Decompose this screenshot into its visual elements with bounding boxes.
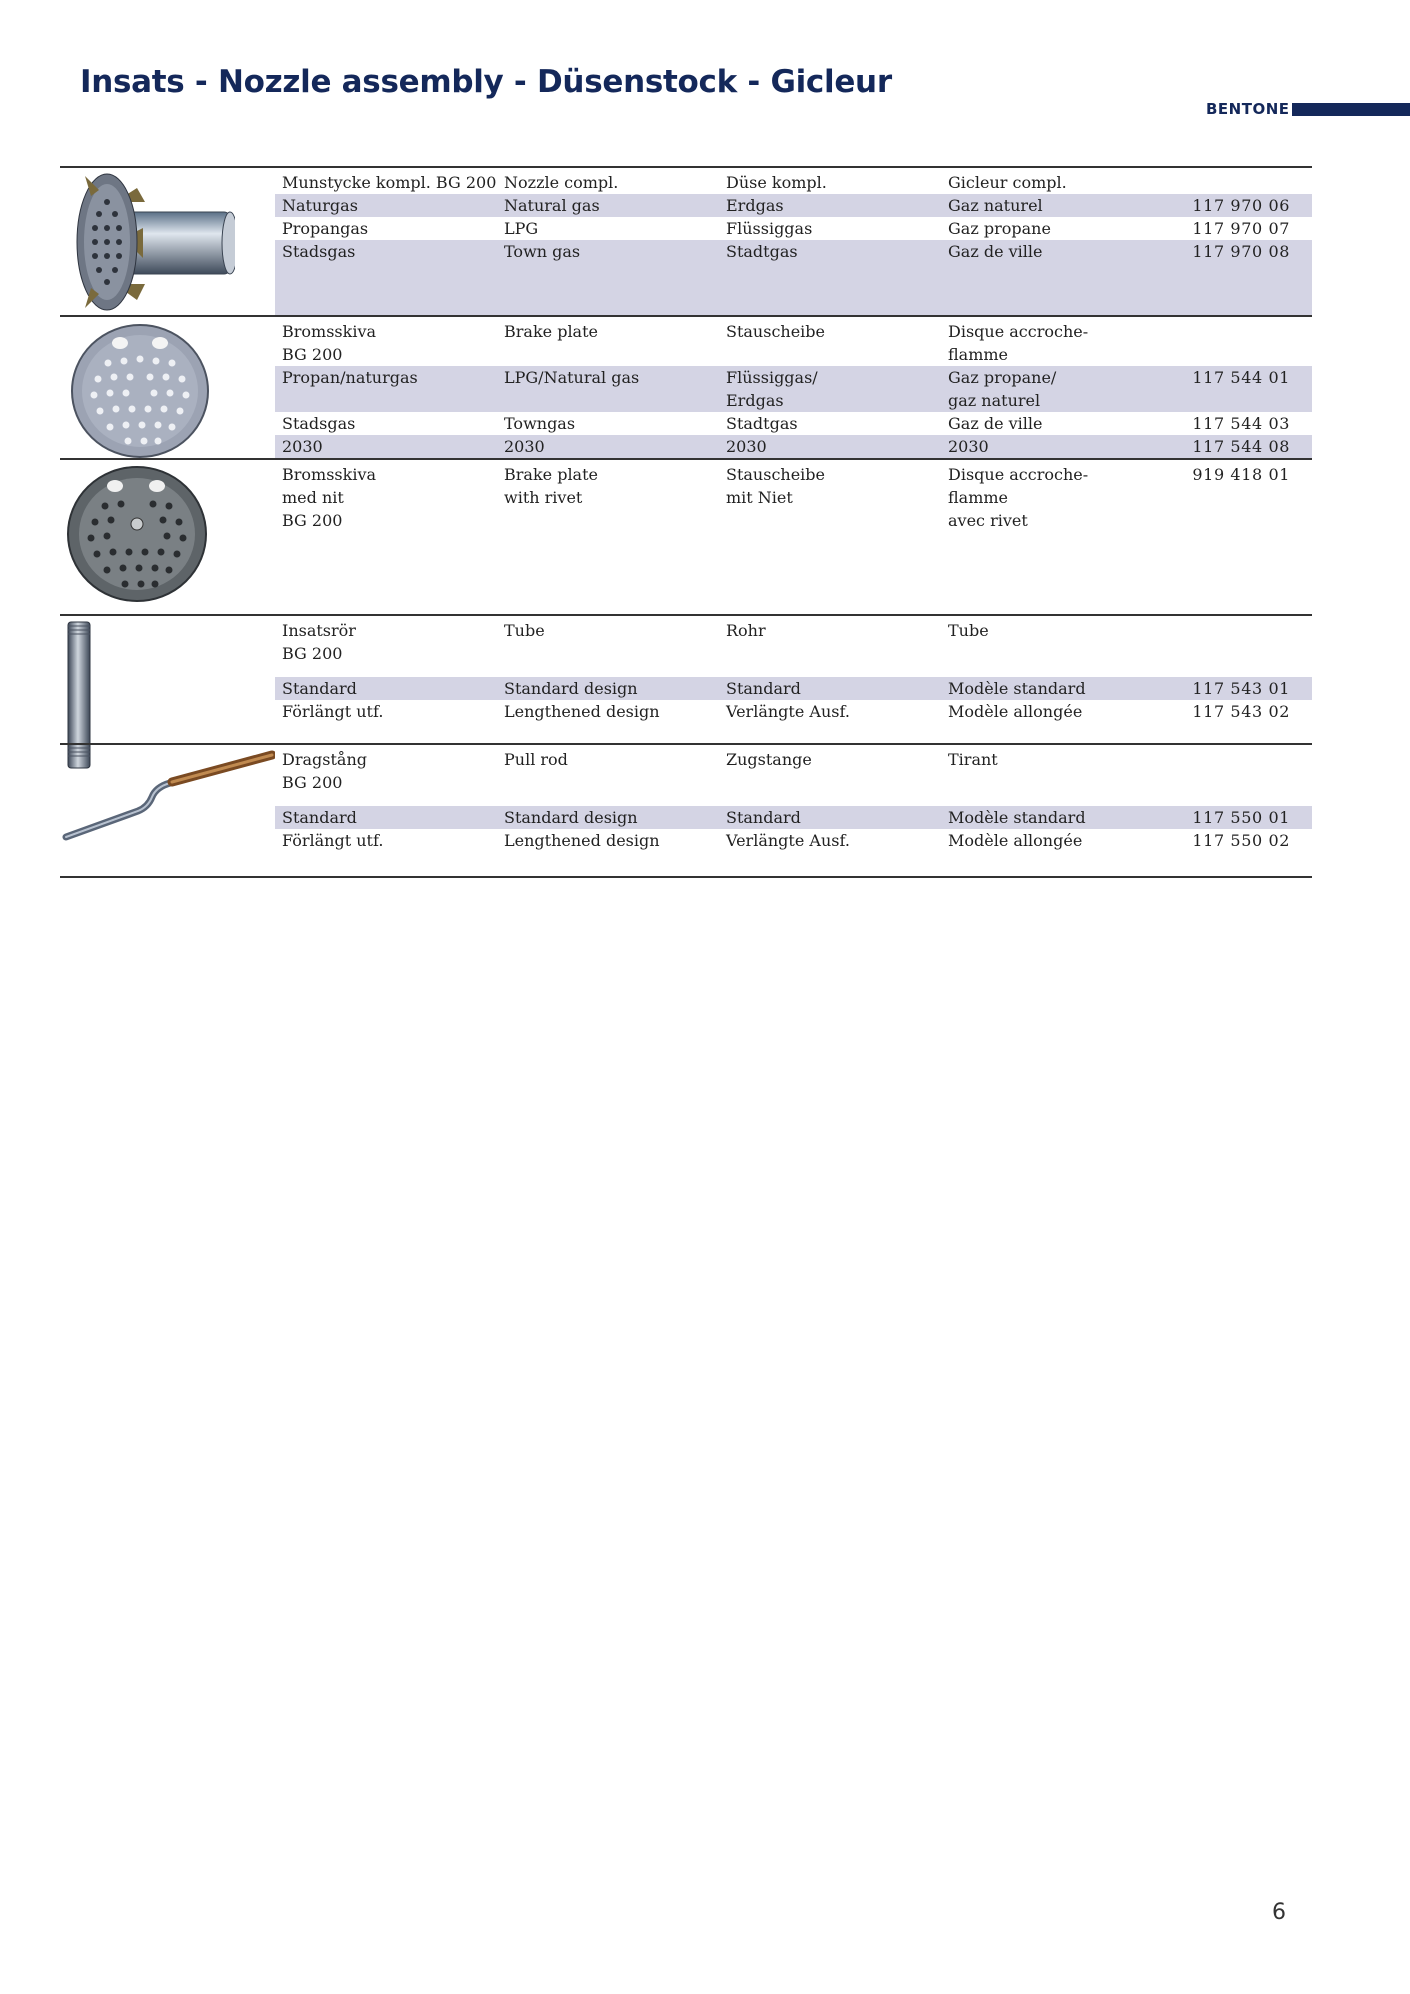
cell-sv: Munstycke kompl. BG 200 bbox=[282, 173, 497, 192]
cell-en: Brake plate with rivet bbox=[504, 465, 598, 507]
cell-sv: Propan/naturgas bbox=[282, 368, 418, 387]
page-number: 6 bbox=[1272, 1900, 1286, 1925]
cell-part-number: 117 550 01 bbox=[1192, 808, 1290, 827]
cell-fr: Gaz de ville bbox=[948, 242, 1043, 261]
cell-de: Flüssiggas/ Erdgas bbox=[726, 368, 818, 410]
cell-part-number: 117 970 08 bbox=[1192, 242, 1290, 261]
cell-en: Nozzle compl. bbox=[504, 173, 619, 192]
cell-part-number: 117 543 02 bbox=[1192, 702, 1290, 721]
cell-de: Verlängte Ausf. bbox=[726, 831, 850, 850]
cell-fr: Disque accroche- flamme avec rivet bbox=[948, 465, 1089, 530]
cell-sv: 2030 bbox=[282, 437, 323, 456]
section-pull-rod bbox=[60, 743, 1312, 878]
cell-fr: Gaz propane/ gaz naturel bbox=[948, 368, 1057, 410]
cell-part-number bbox=[1188, 748, 1296, 794]
table-row bbox=[275, 463, 1312, 532]
cell-de: Rohr bbox=[726, 621, 766, 640]
section-nozzle bbox=[60, 166, 1312, 315]
row-spacer bbox=[275, 263, 1312, 315]
cell-en: Natural gas bbox=[504, 196, 600, 215]
section-tube bbox=[60, 614, 1312, 743]
cell-sv: Standard bbox=[282, 679, 357, 698]
cell-de: Stauscheibe bbox=[726, 322, 826, 341]
cell-fr: Tirant bbox=[948, 750, 998, 769]
cell-part-number: 919 418 01 bbox=[1192, 465, 1290, 484]
cell-fr: Gaz de ville bbox=[948, 414, 1043, 433]
cell-de: Erdgas bbox=[726, 196, 784, 215]
cell-fr: Modèle standard bbox=[948, 808, 1086, 827]
table-row bbox=[275, 829, 1312, 852]
cell-en: LPG/Natural gas bbox=[504, 368, 640, 387]
cell-part-number: 117 970 06 bbox=[1192, 196, 1290, 215]
pull-rod-icon bbox=[60, 749, 275, 849]
cell-de: Düse kompl. bbox=[726, 173, 827, 192]
cell-fr: Modèle standard bbox=[948, 679, 1086, 698]
cell-de: Standard bbox=[726, 808, 801, 827]
cell-de: Stadtgas bbox=[726, 414, 798, 433]
nozzle-assembly-photo bbox=[60, 168, 275, 315]
cell-en: 2030 bbox=[504, 437, 545, 456]
cell-sv: Bromsskiva BG 200 bbox=[282, 322, 377, 364]
row-spacer bbox=[275, 665, 1312, 677]
cell-en: Standard design bbox=[504, 679, 638, 698]
cell-part-number bbox=[1188, 171, 1296, 194]
row-spacer bbox=[275, 794, 1312, 806]
cell-en: Lengthened design bbox=[504, 702, 660, 721]
brake-plate-rivet-icon bbox=[65, 464, 210, 604]
cell-sv: Standard bbox=[282, 808, 357, 827]
cell-fr: Modèle allongée bbox=[948, 831, 1083, 850]
cell-sv: Naturgas bbox=[282, 196, 358, 215]
cell-sv: Insatsrör BG 200 bbox=[282, 621, 356, 663]
parts-catalog bbox=[60, 166, 1312, 878]
cell-part-number bbox=[1188, 619, 1296, 665]
cell-fr: Gaz naturel bbox=[948, 196, 1043, 215]
page-title: Insats - Nozzle assembly - Düsenstock - Gicleur bbox=[80, 64, 892, 100]
table-row bbox=[275, 677, 1312, 700]
cell-fr: 2030 bbox=[948, 437, 989, 456]
brake-plate-photo bbox=[60, 317, 275, 458]
cell-part-number: 117 544 03 bbox=[1192, 414, 1290, 433]
cell-de: Verlängte Ausf. bbox=[726, 702, 850, 721]
cell-fr: Disque accroche- flamme bbox=[948, 322, 1089, 364]
pull-rod-photo bbox=[60, 745, 275, 876]
table-row bbox=[275, 194, 1312, 217]
cell-sv: Propangas bbox=[282, 219, 369, 238]
cell-part-number: 117 544 01 bbox=[1192, 368, 1290, 387]
cell-sv: Stadsgas bbox=[282, 414, 356, 433]
brake-plate-icon bbox=[68, 321, 213, 461]
table-row bbox=[275, 320, 1312, 366]
cell-sv: Bromsskiva med nit BG 200 bbox=[282, 465, 377, 530]
brand-logo-text: BENTONE bbox=[1206, 100, 1290, 118]
table-row bbox=[275, 217, 1312, 240]
cell-fr: Gicleur compl. bbox=[948, 173, 1067, 192]
cell-fr: Tube bbox=[948, 621, 989, 640]
table-row bbox=[275, 619, 1312, 665]
cell-fr: Gaz propane bbox=[948, 219, 1051, 238]
table-row bbox=[275, 748, 1312, 794]
table-row bbox=[275, 700, 1312, 723]
cell-en: Brake plate bbox=[504, 322, 598, 341]
table-row bbox=[275, 412, 1312, 435]
table-row bbox=[275, 171, 1312, 194]
cell-part-number: 117 544 08 bbox=[1192, 437, 1290, 456]
cell-de: Stadtgas bbox=[726, 242, 798, 261]
cell-en: LPG bbox=[504, 219, 539, 238]
table-row bbox=[275, 435, 1312, 458]
cell-fr: Modèle allongée bbox=[948, 702, 1083, 721]
cell-de: Standard bbox=[726, 679, 801, 698]
cell-en: Town gas bbox=[504, 242, 581, 261]
cell-part-number: 117 970 07 bbox=[1192, 219, 1290, 238]
brand-bar bbox=[1292, 103, 1410, 116]
cell-en: Tube bbox=[504, 621, 545, 640]
section-brake-plate-rivet bbox=[60, 458, 1312, 614]
cell-sv: Dragstång BG 200 bbox=[282, 750, 367, 792]
cell-de: Flüssiggas bbox=[726, 219, 813, 238]
cell-de: 2030 bbox=[726, 437, 767, 456]
nozzle-assembly-icon bbox=[65, 172, 235, 322]
cell-en: Pull rod bbox=[504, 750, 568, 769]
cell-en: Lengthened design bbox=[504, 831, 660, 850]
cell-sv: Förlängt utf. bbox=[282, 831, 384, 850]
cell-sv: Förlängt utf. bbox=[282, 702, 384, 721]
table-row bbox=[275, 806, 1312, 829]
table-row bbox=[275, 366, 1312, 412]
cell-part-number bbox=[1188, 320, 1296, 366]
row-spacer bbox=[275, 723, 1312, 743]
tube-photo bbox=[60, 616, 275, 743]
section-brake-plate bbox=[60, 315, 1312, 458]
row-spacer bbox=[275, 852, 1312, 876]
cell-de: Stauscheibe mit Niet bbox=[726, 465, 826, 507]
cell-en: Towngas bbox=[504, 414, 576, 433]
cell-en: Standard design bbox=[504, 808, 638, 827]
cell-sv: Stadsgas bbox=[282, 242, 356, 261]
cell-part-number: 117 543 01 bbox=[1192, 679, 1290, 698]
cell-de: Zugstange bbox=[726, 750, 812, 769]
cell-part-number: 117 550 02 bbox=[1192, 831, 1290, 850]
table-row bbox=[275, 240, 1312, 263]
brake-plate-rivet-photo bbox=[60, 460, 275, 614]
